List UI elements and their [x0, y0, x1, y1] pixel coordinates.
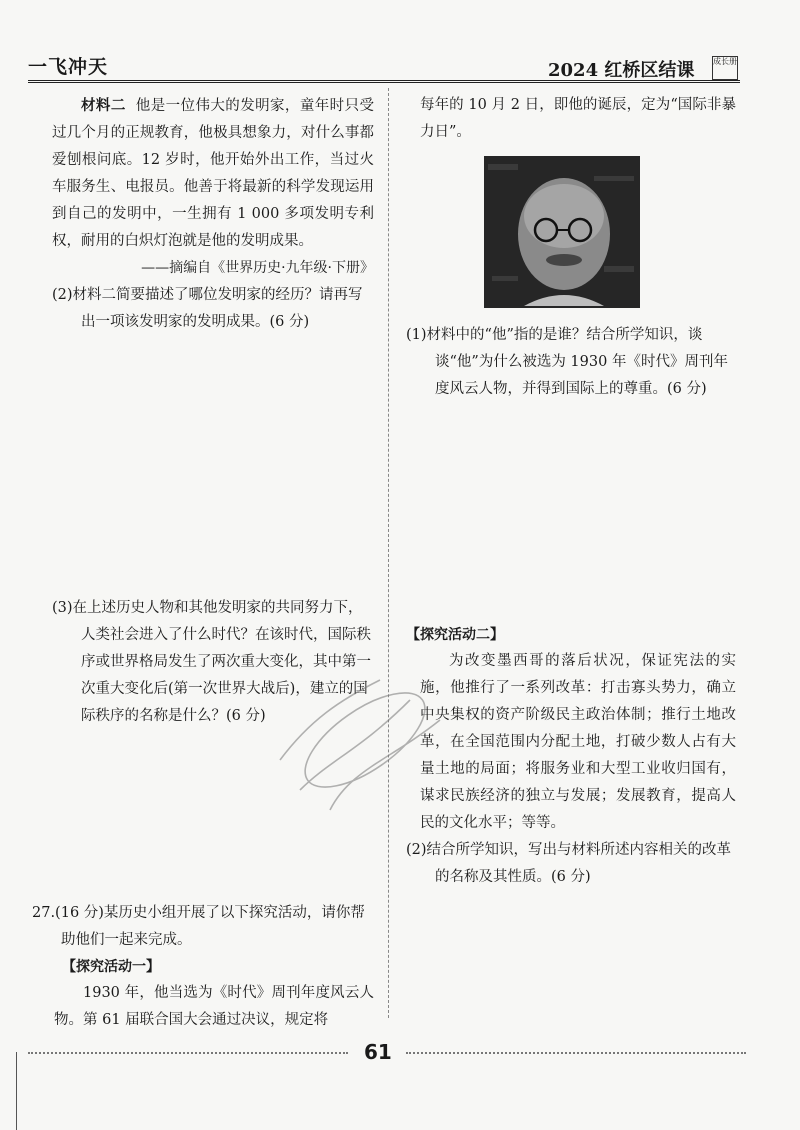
header-stamp: 成长册 — [712, 56, 738, 80]
footer-dotted-line-right — [406, 1052, 746, 1054]
question-2-right: (2)结合所学知识，写出与材料所述内容相关的改革的名称及其性质。(6 分) — [406, 842, 732, 885]
activity-two-text: 为改变墨西哥的落后状况，保证宪法的实施，他推行了一系列改革：打击寡头势力，确立中央集权的资产阶级民主政治体制；推行土地改革，在全国范围内分配土地，打破少数人占有大量土地的局面；将服务业和大型工业收归国有，谋求民族经济的独立与发展；发展教育，提高人民的文化水平；等等。 — [420, 653, 736, 831]
portrait-illustration — [484, 156, 640, 308]
question-2-left: (2)材料二简要描述了哪位发明家的经历？请再写出一项该发明家的发明成果。(6 分) — [52, 287, 363, 330]
portrait-photo — [484, 156, 640, 308]
activity-one-title: 【探究活动一】 — [62, 959, 160, 975]
question-3-left: (3)在上述历史人物和其他发明家的共同努力下，人类社会进入了什么时代？在该时代，国际秩序或世界格局发生了两次重大变化，其中第一次重大变化后(第一次世界大战后)，建立的国际秩序的名称是什么？(6 分) — [52, 600, 371, 724]
material-two-text: 他是一位伟大的发明家，童年时只受过几个月的正规教育，他极具想象力，对什么事都爱刨根问底。12 岁时，他开始外出工作，当过火车服务生、电报员。他善于将最新的科学发现运用到自己的发明中，一生拥有 1 000 多项发明专利权，耐用的白炽灯泡就是他的发明成果。 — [52, 98, 375, 249]
page-number: 61 — [364, 1040, 392, 1064]
question-1-right: (1)材料中的“他”指的是谁？结合所学知识，谈谈“他”为什么被选为 1930 年《时代》周刊年度风云人物，并得到国际上的尊重。(6 分) — [406, 327, 728, 397]
right-column-q1 — [406, 322, 736, 403]
material-two-source: ——摘编自《世界历史·九年级·下册》 — [141, 260, 374, 276]
material-two — [52, 92, 374, 255]
brand-logo-text: 一飞冲天 — [28, 56, 109, 78]
footer-dotted-line-left — [28, 1052, 348, 1054]
activity-two-title: 【探究活动二】 — [406, 627, 504, 643]
left-column — [52, 92, 374, 336]
material-two-label: 材料二 — [81, 97, 126, 114]
header-rule — [28, 80, 740, 83]
header-title: 2024 红桥区结课 — [548, 60, 695, 81]
activity-one-text: 1930 年，他当选为《时代》周刊年度风云人物。第 61 届联合国大会通过决议，规定将 — [54, 985, 374, 1028]
question-27: 27.(16 分)某历史小组开展了以下探究活动，请你帮助他们一起来完成。 — [32, 905, 365, 948]
activity-one-continued: 每年的 10 月 2 日，即他的诞辰，定为“国际非暴力日”。 — [420, 97, 736, 140]
right-column-top — [406, 92, 736, 146]
column-divider — [388, 88, 389, 1018]
binding-edge-line — [16, 1052, 17, 1130]
watermark-stamp-icon — [270, 640, 460, 830]
question-27-block — [32, 900, 374, 1034]
